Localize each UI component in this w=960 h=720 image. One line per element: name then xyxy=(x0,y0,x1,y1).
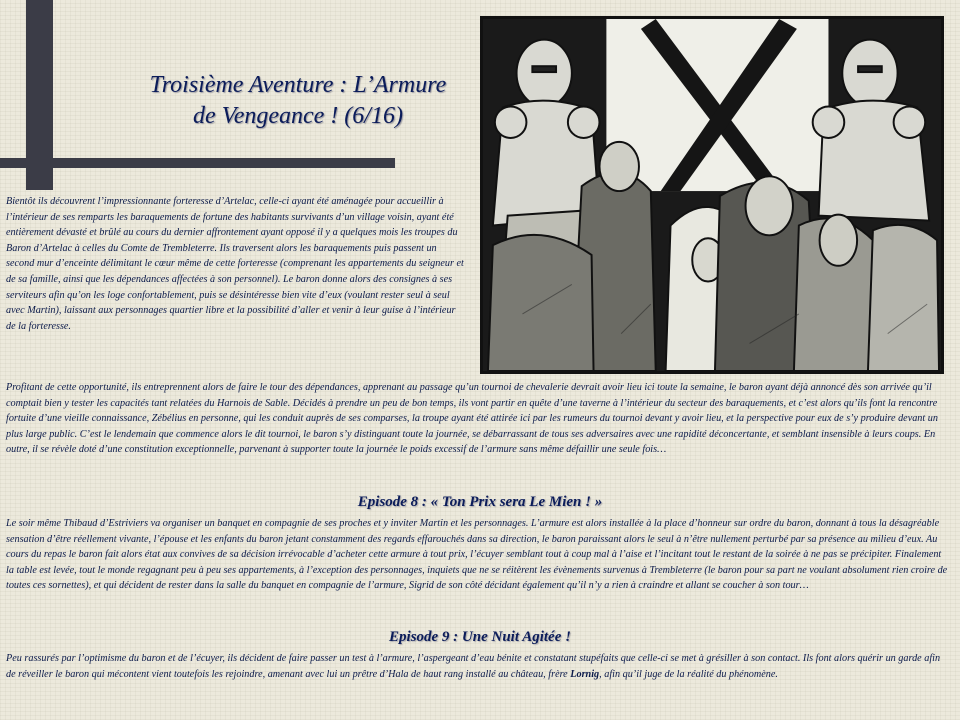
paragraph-tournament: Profitant de cette opportunité, ils entreprennent alors de faire le tour des dépendances, apprenant au passage qu’un tournoi de chevalerie devrait avoir lieu ici toute la semaine, le baron ayant déjà annoncé dès son arrivée qu’il comptait bien y tester les capacités tant relatées du Harnois de Sable. Décidés à prendre un peu de bon temps, ils vont partir en quête d’une taverne à l’intérieur du secteur des baraquements, et c’est alors qu’ils font la rencontre fortuite d’une vieille connaissance, Zébélius en personne, qui les conduit auprès de ses comparses, la troupe ayant été attirée ici par les rumeurs du tournoi devant y avoir lieu, et la perspective pour eux de s’y produire devant un plus large public. C’est le lendemain que commence alors le dit tournoi, le baron s’y distinguant toute la journée, se débarrassant de tous ses adversaires avec une rapidité déconcertante, et semblant insensible à leurs coups. En outre, il se révèle doté d’une constitution exceptionnelle, parvenant à supporter toute la journée le poids excessif de l’armure sans même défaillir une seule fois… xyxy=(6,382,938,456)
paragraph-banquet: Le soir même Thibaud d’Estriviers va organiser un banquet en compagnie de ses proches et y inviter Martin et les personnages. L’armure est alors installée à la place d’honneur sur ordre du baron, donnant à tous la désagréable sensation d’être réellement vivante, l’épouse et les enfants du baron jetant constamment des regards effarouchés dans sa direction, le baron paraissant alors le seul à n’être nullement perturbé par sa présence au milieu d’eux. Au cours du repas le baron fait alors état aux convives de sa décision irrévocable d’acheter cette armure à tout prix, l’écuyer semblant tout à coup mal à l’aise et l’incitant tout le restant de la soirée à ne pas se précipiter. Finalement la table est levée, tout le monde regagnant peu à peu ses appartements, à l’exception des personnages, inquiets que ne se réitèrent les évènements survenus à Trembleterre (le baron pour sa part ne voulant absolument rien croire de toutes ces sornettes), et qui décident de rester dans la salle du banquet en compagnie de l’armure, Sigrid de son côté décidant également qu’il n’y a rien à craindre et allant se coucher à son tour… xyxy=(6,518,948,592)
slide-title xyxy=(118,70,478,132)
episode-8-heading: Episode 8 : « Ton Prix sera Le Mien ! » xyxy=(357,494,603,510)
paragraph-holy-water-test xyxy=(6,651,950,682)
slide-title-line-2: de Vengeance ! (6/16) xyxy=(193,103,403,129)
episode-9-heading: Episode 9 : Une Nuit Agitée ! xyxy=(389,629,571,645)
paragraph-4-text-end: , afin qu’il juge de la réalité du phénomène. xyxy=(599,668,778,680)
knights-and-hooded-figures-illustration xyxy=(480,16,944,374)
priest-name-lornig: Lornig xyxy=(570,668,600,680)
paragraph-arrival-fortress: Bientôt ils découvrent l’impressionnante forteresse d’Artelac, celle-ci ayant été aménagée pour accueillir à l’intérieur de ses remparts les baraquements de fortune des habitants survivants d’un village voisin, ayant été entièrement dévasté et brûlé au cours du dernier affrontement ayant opposé il y a quelques mois les troupes du Baron d’Artelac à celles du Comte de Trembleterre. Ils traversent alors les baraquements puis passent un second mur d’enceinte délimitant le cœur même de cette forteresse (comprenant les appartements du seigneur et de sa famille, ainsi que les dépendances affectées à son personnel). Le baron donne alors des consignes à ses serviteurs afin qu’on les loge confortablement, puis se désintéresse bien vite d’eux (voulant rester seul à seul avec Martin), laissant aux personnages quartier libre et la possibilité d’aller et venir à leur guise à l’intérieur de la forteresse. xyxy=(6,196,464,332)
slide-title-line-1: Troisième Aventure : L’Armure xyxy=(149,72,447,98)
paragraph-4-text-start: Peu rassurés par l’optimisme du baron et de l’écuyer, ils décident de faire passer un test à l’armure, l’aspergeant d’eau bénite et constatant stupéfaits que celle-ci se met à grésiller à son contact. Ils font alors quérir un garde afin de réveiller le baron qui mécontent vient toutefois les rejoindre, amenant avec lui un prêtre d’Hala de haut rang installé au château, frère xyxy=(6,653,941,680)
illustration-icon xyxy=(483,19,941,371)
decorative-horizontal-bar xyxy=(0,158,395,168)
